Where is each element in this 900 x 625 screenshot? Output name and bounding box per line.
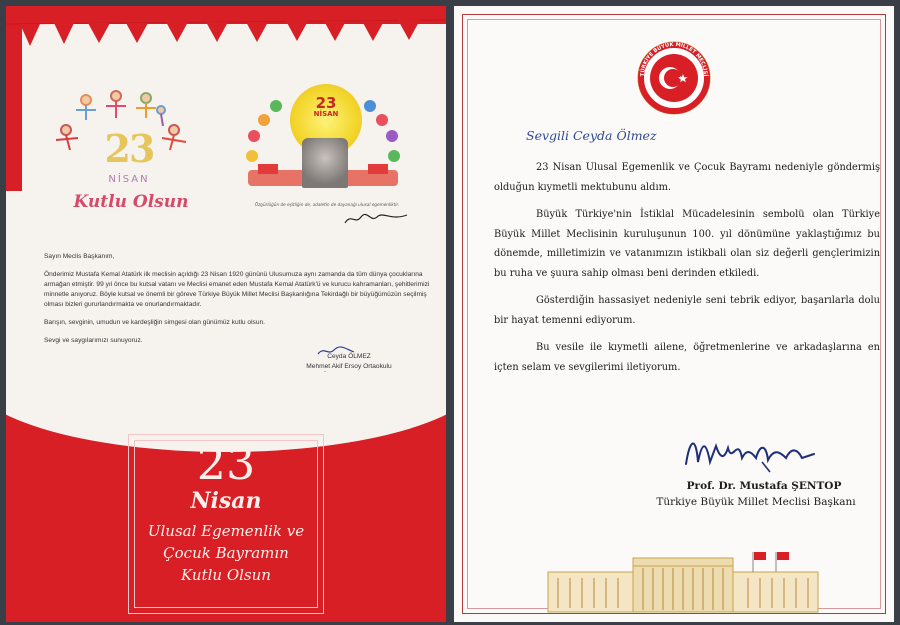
- footer-number-23: 23: [196, 436, 256, 490]
- kutlu-olsun-heading: Kutlu Olsun: [73, 192, 189, 212]
- flag-icon: [754, 552, 766, 560]
- decorative-number-23: 23: [104, 126, 154, 171]
- emblem-caption: TÜRKİYE BÜYÜK MİLLET MECLİSİ: [639, 41, 709, 77]
- letter-paragraph: Büyük Türkiye'nin İstiklal Mücadelesinin sembolü olan Türkiye Büyük Millet Meclisinin kuruluşunun 100. yıl dönümüne yaklaştığımız bu dönemde, milletimizin ve vatanımızın istikbali olan siz değerli gençlerimizin bu ruha ve şuura sahip olması beni derinden etkiledi.: [494, 209, 880, 279]
- footer-month: Nisan: [190, 488, 262, 514]
- ataturk-signature-icon: [341, 211, 411, 227]
- ataturk-portrait: [302, 138, 348, 188]
- reply-letter-body: [494, 158, 880, 385]
- speaker-signature-icon: [676, 428, 826, 478]
- ataturk-poster-illustration: [238, 76, 408, 196]
- flag-icon: [777, 552, 789, 560]
- footer-line: Ulusal Egemenlik ve: [147, 522, 305, 540]
- letter-paragraph: Barışın, sevginin, umudun ve kardeşliğin simgesi olan günümüz kutlu olsun.: [44, 319, 266, 326]
- poster-number-23: 23: [315, 94, 337, 112]
- footer-line: Kutlu Olsun: [181, 566, 271, 584]
- parliament-building-illustration: [538, 546, 828, 616]
- student-school: Mehmet Akif Ersoy Ortaokulu: [306, 362, 392, 370]
- student-name: Ceyda ÖLMEZ: [327, 353, 371, 360]
- letter-greeting: Sevgili Ceyda Ölmez: [526, 128, 657, 143]
- letter-paragraph: Bu vesile ile kıymetli ailene, öğretmenlerine ve arkadaşlarına en içten selam ve sevgilerimi iletiyorum.: [494, 342, 880, 373]
- decorative-month-label: NİSAN: [108, 174, 150, 185]
- footer-greeting-lines: [128, 520, 324, 586]
- student-letter-body: [44, 252, 434, 354]
- speaker-name: Prof. Dr. Mustafa ŞENTOP: [686, 480, 842, 492]
- footer-line: Çocuk Bayramın: [163, 544, 289, 562]
- speaker-title: Türkiye Büyük Millet Meclisi Başkanı: [656, 496, 856, 508]
- poster-month-label: NİSAN: [313, 110, 339, 118]
- letter-closing: Sevgi ve saygılarımızı sunuyoruz.: [44, 337, 143, 344]
- reply-letter-page: [454, 6, 894, 622]
- bunting-flags: [6, 16, 446, 66]
- tbmm-emblem-icon: [628, 36, 720, 116]
- letter-paragraph: 23 Nisan Ulusal Egemenlik ve Çocuk Bayramı nedeniyle göndermiş olduğun kıymetli mektubunu aldım.: [494, 162, 880, 193]
- letter-salutation: Sayın Meclis Başkanım,: [44, 253, 115, 260]
- letter-paragraph: Gösterdiğin hassasiyet nedeniyle seni tebrik ediyor, başarılarla dolu bir hayat temenni ediyorum.: [494, 295, 880, 326]
- poster-quote: Özgürlüğün de eşitliğin de, adaletin de dayanağı ulusal egemenliktir.: [254, 202, 400, 207]
- letter-paragraph: Önderimiz Mustafa Kemal Atatürk ilk meclisin açıldığı 23 Nisan 1920 gününü Ulusumuza aynı zamanda da tüm dünya çocuklarına armağan etmiştir. 99 yıl önce bu kutsal vatanı ve Meclisi emanet eden Mustafa Kemal Atatürk'ü ve kurucu kahramanları, şehitlerimizi minnetle anıyoruz. Böyle kutsal ve önemli bir göreve Türkiye Büyük Millet Meclisi Başkanlığına Tekirdağlı bir büyüğümüzün seçilmiş olması bizleri gururlandırmakta ve onurlandırmaktadır.: [44, 271, 430, 308]
